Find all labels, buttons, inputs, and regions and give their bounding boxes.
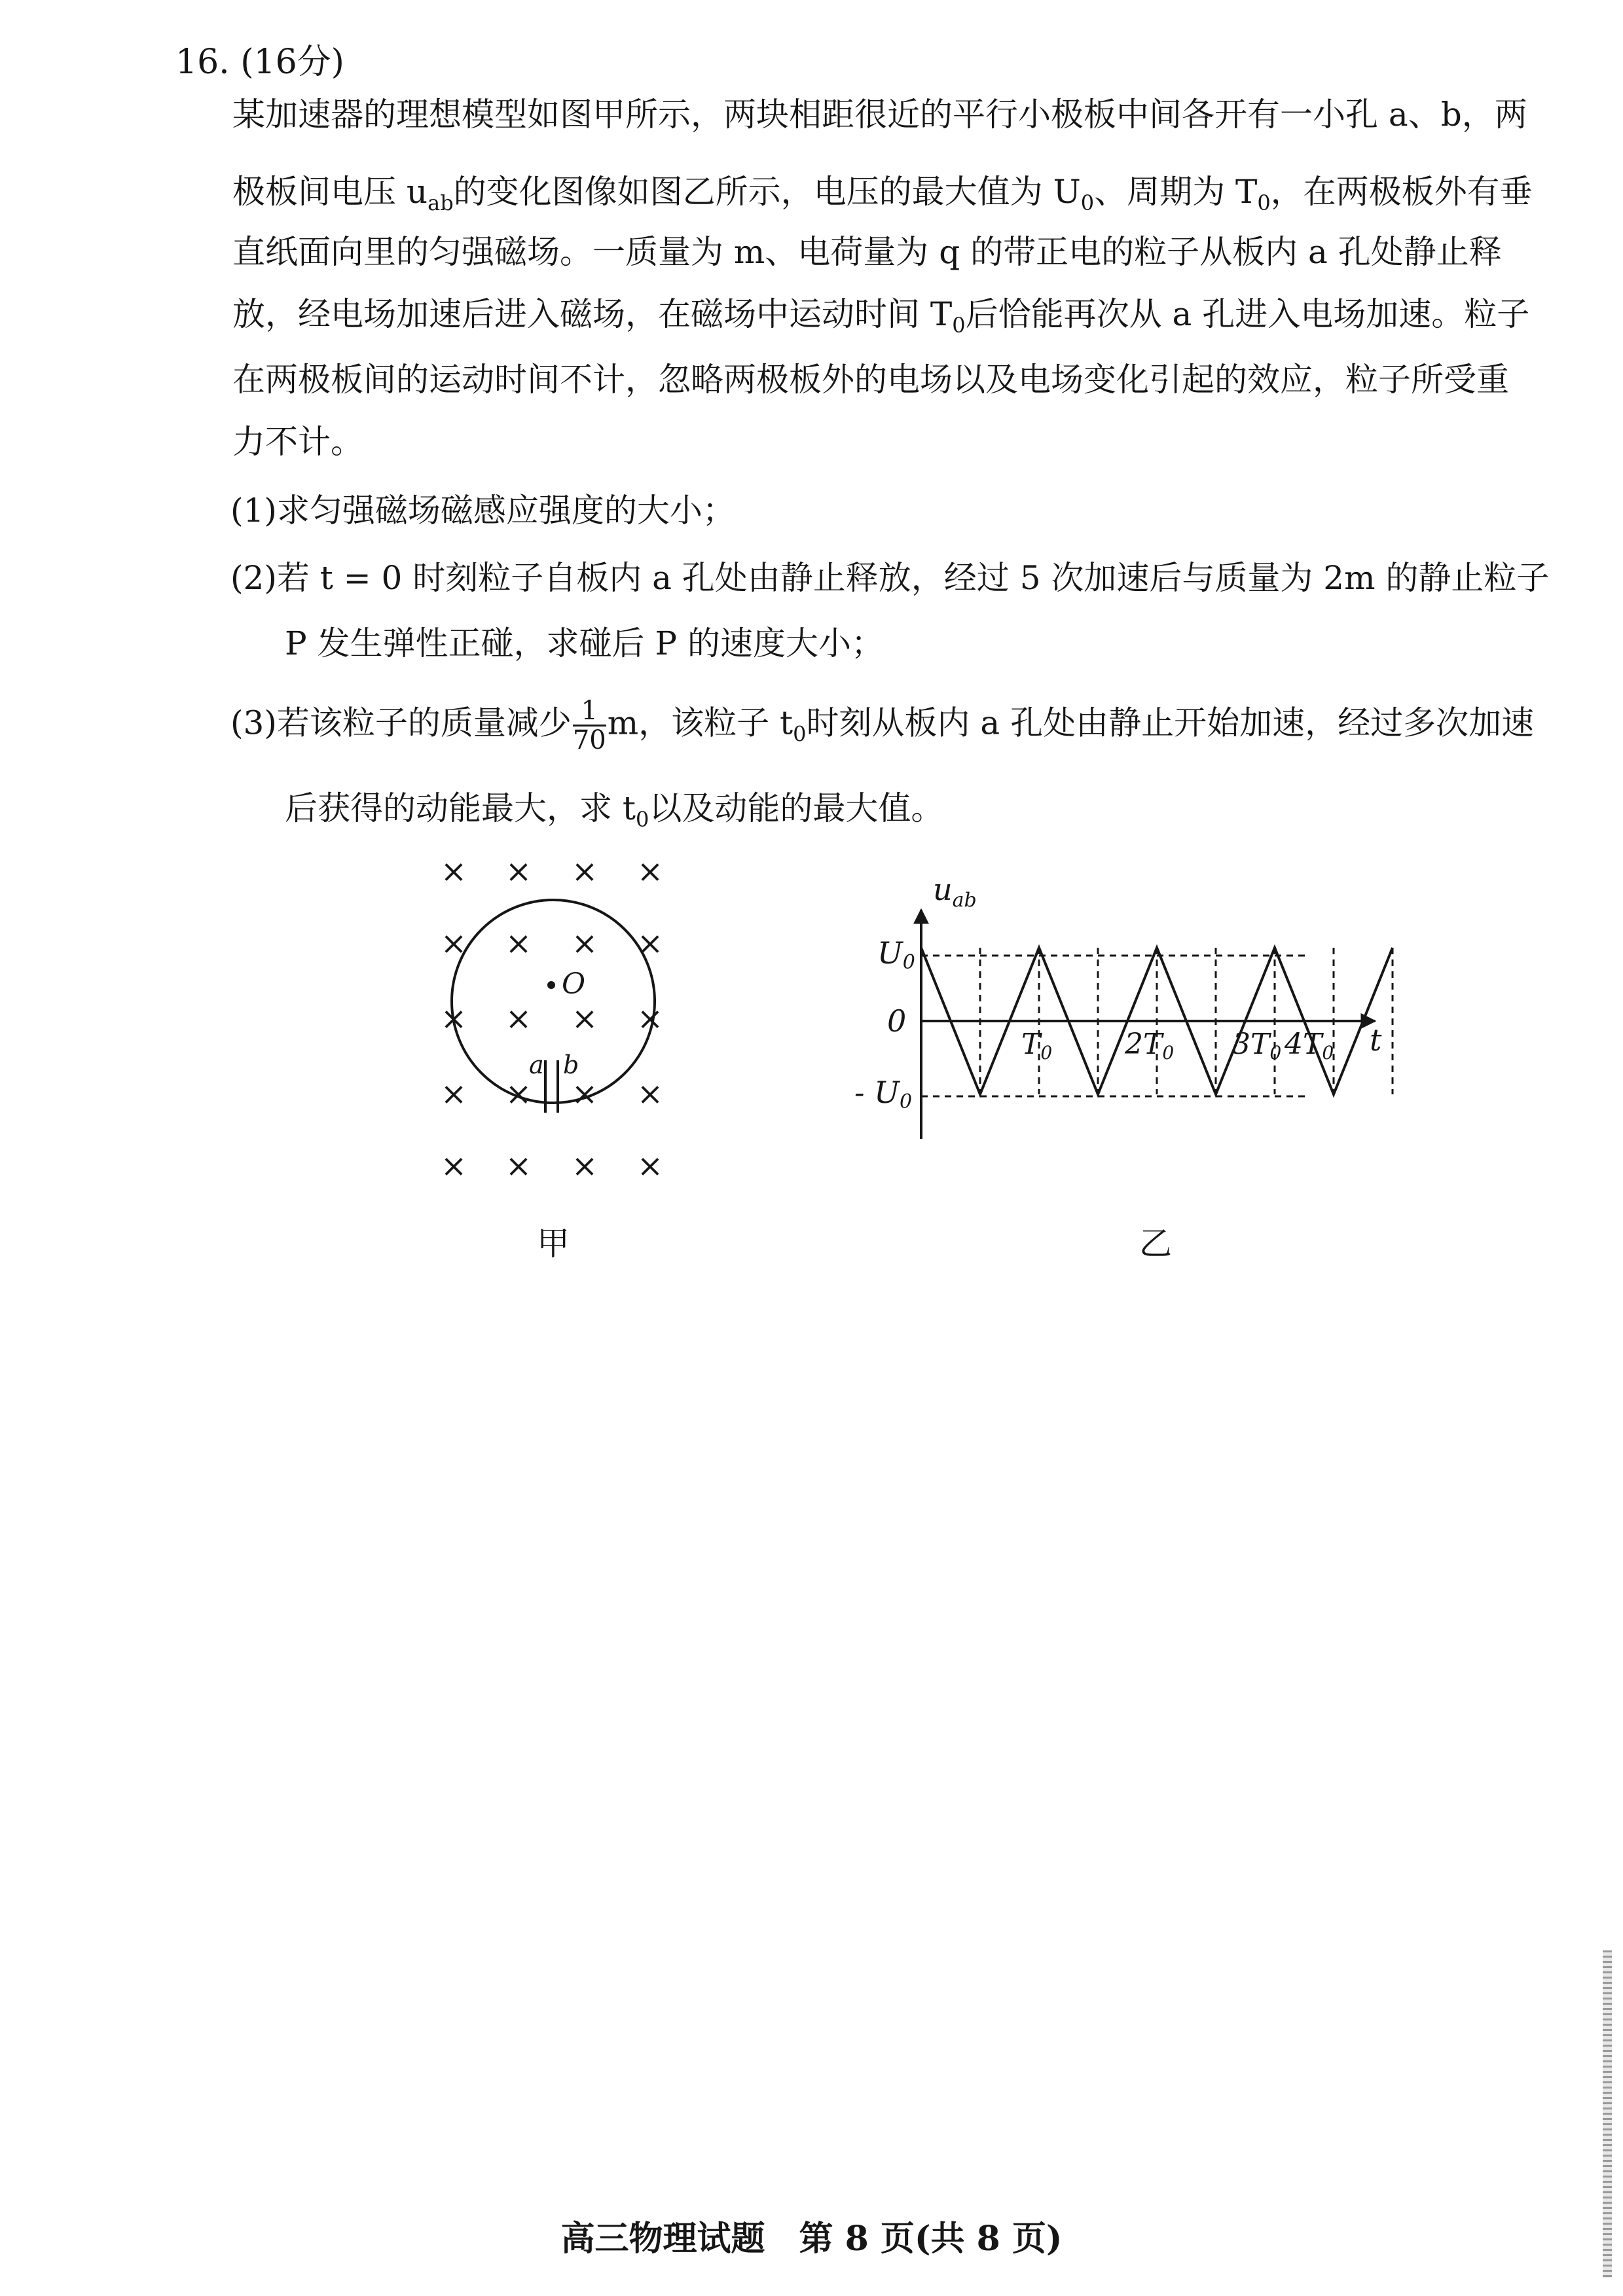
field-cross-6: × [571, 925, 598, 962]
field-cross-7: × [636, 925, 664, 962]
x-tick-T0: T0 [1021, 1028, 1053, 1064]
figure-jia-label: 甲 [537, 1225, 570, 1263]
field-cross-15: × [636, 1075, 664, 1113]
y-negative-label: - U0 [854, 1075, 913, 1113]
field-cross-8: × [440, 1000, 467, 1037]
field-cross-10: × [571, 1000, 598, 1037]
page-footer: 高三物理试题 第 8 页(共 8 页) [560, 2219, 1063, 2259]
sub-question-3-line-1: (3)若该粒子的质量减少 $\frac{1}{70}$ m，该粒子 $t_0$时刻从板内 a 孔处由静止开始加速，经过多次加速 [230, 696, 1535, 755]
sub-question-1: (1)求匀强磁场磁感应强度的大小； [230, 492, 735, 529]
field-cross-2: × [571, 853, 598, 890]
paragraph-line-3: 直纸面向里的匀强磁场。一质量为 m、电荷量为 q 的带正电的粒子从板内 a 孔处静止释 [232, 233, 1502, 271]
field-cross-3: × [636, 853, 664, 890]
field-cross-18: × [571, 1147, 598, 1185]
figure-yi-label: 乙 [1139, 1225, 1172, 1263]
field-cross-4: × [440, 925, 467, 962]
field-cross-9: × [505, 1000, 532, 1037]
paragraph-line-2: 极板间电压 $u_{ab}$的变化图像如图乙所示，电压的最大值为 $U_0$、周期为 $T_0$，在两极板外有垂 [232, 173, 1533, 215]
field-cross-16: × [440, 1147, 467, 1185]
sub-question-2-line-1: (2)若 t = 0 时刻粒子自板内 a 孔处由静止释放，经过 5 次加速后与质量为 2m 的静止粒子 [230, 559, 1550, 597]
field-cross-0: × [440, 853, 467, 890]
field-cross-12: × [440, 1075, 467, 1113]
center-label: O [562, 967, 586, 1001]
paragraph-line-6: 力不计。 [232, 423, 363, 461]
field-cross-14: × [571, 1075, 598, 1113]
x-axis-label: t [1370, 1022, 1382, 1058]
x-tick-4T0: 4T0 [1285, 1028, 1334, 1064]
fraction-one-seventieth: $\frac{1}{70}$ [572, 696, 606, 755]
field-cross-13: × [505, 1075, 532, 1113]
origin-label: 0 [887, 1003, 907, 1039]
scan-edge-strip [1603, 1950, 1612, 2278]
sub-question-2-line-2: P 发生弹性正碰，求碰后 P 的速度大小； [285, 624, 884, 662]
x-tick-3T0: 3T0 [1232, 1028, 1282, 1064]
field-cross-11: × [636, 1000, 664, 1037]
question-header: 16. (16分) [175, 43, 344, 82]
field-cross-5: × [505, 925, 532, 962]
field-cross-1: × [505, 853, 532, 890]
hole-b-label: b [563, 1050, 579, 1079]
hole-a-label: a [529, 1050, 544, 1079]
field-cross-19: × [636, 1147, 664, 1185]
y-positive-label: U0 [877, 935, 915, 974]
x-tick-2T0: 2T0 [1125, 1028, 1175, 1064]
y-axis-label: $u_{ab}$ [933, 872, 977, 912]
field-cross-17: × [505, 1147, 532, 1185]
sub-question-3-line-2: 后获得的动能最大，求 $t_0$以及动能的最大值。 [285, 789, 944, 832]
paragraph-line-5: 在两极板间的运动时间不计，忽略两极板外的电场以及电场变化引起的效应，粒子所受重 [232, 361, 1509, 399]
paragraph-line-1: 某加速器的理想模型如图甲所示，两块相距很近的平行小极板中间各开有一小孔 a、b，两 [232, 96, 1527, 134]
paragraph-line-4: 放，经电场加速后进入磁场，在磁场中运动时间 $T_0$后恰能再次从 a 孔进入电场加速。粒子 [232, 295, 1530, 338]
